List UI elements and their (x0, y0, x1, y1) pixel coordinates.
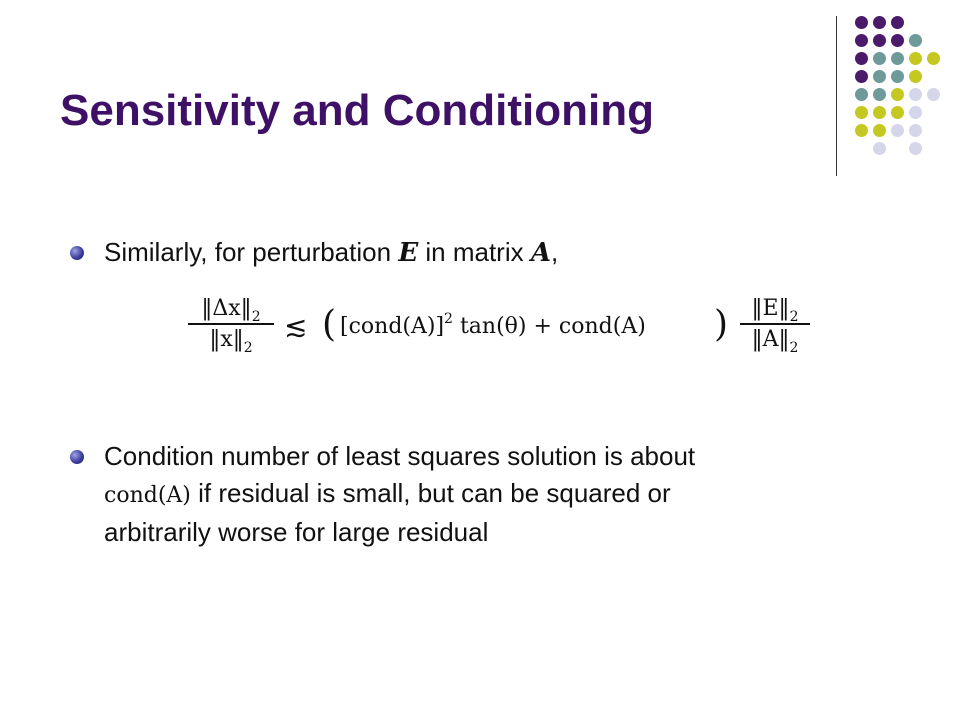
decor-dot (855, 52, 868, 65)
decor-dot (909, 52, 922, 65)
decor-dot (891, 70, 904, 83)
slide-title: Sensitivity and Conditioning (60, 86, 654, 135)
bullet-1-middle: in matrix (425, 237, 524, 267)
decor-dot (891, 106, 904, 119)
bullet-1-suffix: , (551, 237, 559, 267)
decor-dot (927, 52, 940, 65)
lhs-numerator-sub: 2 (251, 309, 261, 325)
fraction-bar (740, 323, 810, 325)
decorative-divider (836, 16, 837, 176)
tan-term: tan(θ) + cond(A) (459, 314, 646, 339)
cond-squared: [cond(A)] (340, 314, 445, 339)
lhs-denominator: ‖x‖ (209, 326, 244, 352)
close-paren: ) (714, 304, 729, 345)
decor-dot (909, 34, 922, 47)
decor-dot (855, 88, 868, 101)
decor-dot (855, 16, 868, 29)
decor-dot (873, 88, 886, 101)
lhs-numerator: ‖Δx‖ (201, 296, 252, 321)
lhs-fraction (188, 296, 274, 356)
decor-dot (891, 16, 904, 29)
middle-expression (340, 311, 646, 339)
open-paren: ( (322, 304, 337, 345)
bullet-2-line-2 (104, 475, 695, 514)
decor-dot (873, 52, 886, 65)
rhs-numerator: ‖E‖ (751, 296, 790, 321)
cond-expression: cond(A) (104, 483, 191, 508)
bullet-1-prefix: Similarly, for perturbation (104, 237, 392, 267)
decor-dot (909, 70, 922, 83)
bullet-2-line-2-rest: if residual is small, but can be squared or (198, 478, 671, 508)
bullet-icon (70, 246, 84, 260)
rhs-numerator-sub: 2 (789, 309, 799, 325)
relation-symbol: ≲ (284, 310, 308, 343)
fraction-bar (188, 323, 274, 325)
decor-dot (873, 142, 886, 155)
decor-dot (909, 88, 922, 101)
bullet-2-line-3: arbitrarily worse for large residual (104, 517, 489, 547)
var-a: A (530, 238, 552, 268)
bullet-1-text (104, 234, 558, 272)
decor-dot (873, 16, 886, 29)
rhs-denominator-sub: 2 (789, 339, 799, 356)
decor-dot (855, 106, 868, 119)
decor-dot (909, 142, 922, 155)
decor-dot (891, 124, 904, 137)
decor-dot (927, 88, 940, 101)
decor-dot (909, 106, 922, 119)
lhs-denominator-sub: 2 (243, 339, 253, 356)
bullet-2-line-1: Condition number of least squares solution is about (104, 441, 696, 471)
decor-dot (909, 124, 922, 137)
decor-dot (873, 70, 886, 83)
decor-dot (855, 34, 868, 47)
decor-dot (855, 70, 868, 83)
decor-dot (891, 88, 904, 101)
decor-dot (891, 52, 904, 65)
decor-dot (891, 34, 904, 47)
decor-dot (855, 124, 868, 137)
bullet-icon (70, 450, 84, 464)
decor-dot (873, 106, 886, 119)
decor-dot (873, 124, 886, 137)
bullet-2-text (104, 438, 695, 551)
cond-squared-exp: 2 (444, 311, 453, 327)
decor-dot (873, 34, 886, 47)
rhs-denominator: ‖A‖ (751, 326, 790, 352)
var-e: E (398, 238, 419, 268)
rhs-fraction (740, 296, 810, 356)
